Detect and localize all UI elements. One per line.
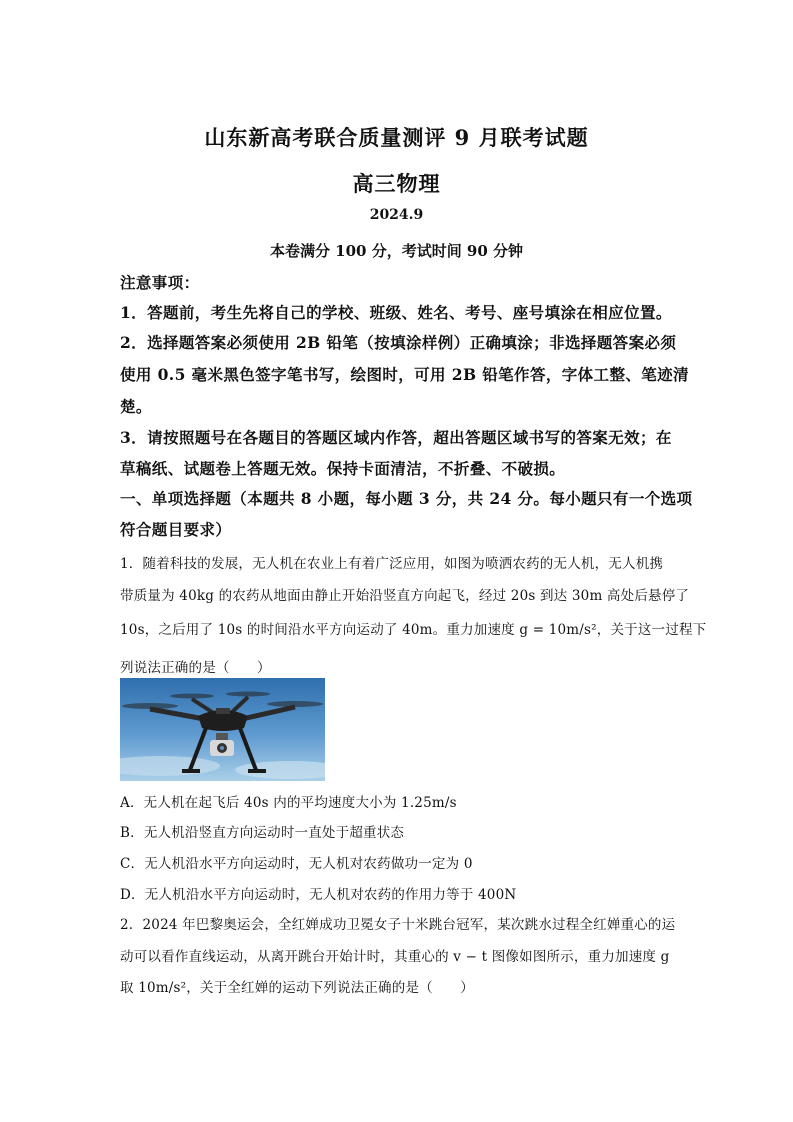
exam-title: 山东新高考联合质量测评 9 月联考试题 [204,125,589,150]
notice-item-2-line-2: 使用 0.5 毫米黑色签字笔书写，绘图时，可用 2B 铅笔作答，字体工整、笔迹清 [120,365,689,384]
notice-heading: 注意事项： [120,273,200,292]
question-1-option-b: B．无人机沿竖直方向运动时一直处于超重状态 [120,825,405,841]
section-1-heading-line-2: 符合题目要求） [120,520,232,539]
question-1-line-2: 带质量为 40kg 的农药从地面由静止开始沿竖直方向起飞，经过 20s 到达 30m 高处后悬停了 [120,588,690,604]
notice-item-2-line-3: 楚。 [120,397,152,416]
drone-photo [120,678,325,781]
exam-subject: 高三物理 [352,171,441,196]
question-1-line-3: 10s，之后用了 10s 的时间沿水平方向运动了 40m。重力加速度 g = 10m/s²，关于这一过程下 [120,622,707,638]
notice-item-1: 1．答题前，考生先将自己的学校、班级、姓名、考号、座号填涂在相应位置。 [120,303,672,322]
exam-score-time: 本卷满分 100 分，考试时间 90 分钟 [269,242,524,260]
notice-item-3-line-2: 草稿纸、试题卷上答题无效。保持卡面清洁，不折叠、不破损。 [120,459,566,478]
question-1-line-1: 1．随着科技的发展，无人机在农业上有着广泛应用，如图为喷洒农药的无人机，无人机携 [120,556,664,572]
question-2-line-3: 取 10m/s²，关于全红婵的运动下列说法正确的是（ ） [120,980,474,996]
question-2-line-1: 2．2024 年巴黎奥运会，全红婵成功卫冕女子十米跳台冠军，某次跳水过程全红婵重心的运 [120,917,676,933]
exam-date: 2024.9 [369,207,424,223]
question-1-line-4: 列说法正确的是（ ） [120,660,271,676]
section-1-heading-line-1: 一、单项选择题（本题共 8 小题，每小题 3 分，共 24 分。每小题只有一个选项 [120,489,693,508]
question-2-line-2: 动可以看作直线运动，从离开跳台开始计时，其重心的 v − t 图像如图所示，重力加速度 g [120,949,670,965]
question-1-option-c: C．无人机沿水平方向运动时，无人机对农药做功一定为 0 [120,856,473,872]
question-1-option-d: D．无人机沿水平方向运动时，无人机对农药的作用力等于 400N [120,887,517,903]
notice-item-2-line-1: 2．选择题答案必须使用 2B 铅笔（按填涂样例）正确填涂；非选择题答案必须 [120,333,677,352]
notice-item-3-line-1: 3．请按照题号在各题目的答题区域内作答，超出答题区域书写的答案无效；在 [120,428,672,447]
question-1-option-a: A．无人机在起飞后 40s 内的平均速度大小为 1.25m/s [120,795,457,811]
